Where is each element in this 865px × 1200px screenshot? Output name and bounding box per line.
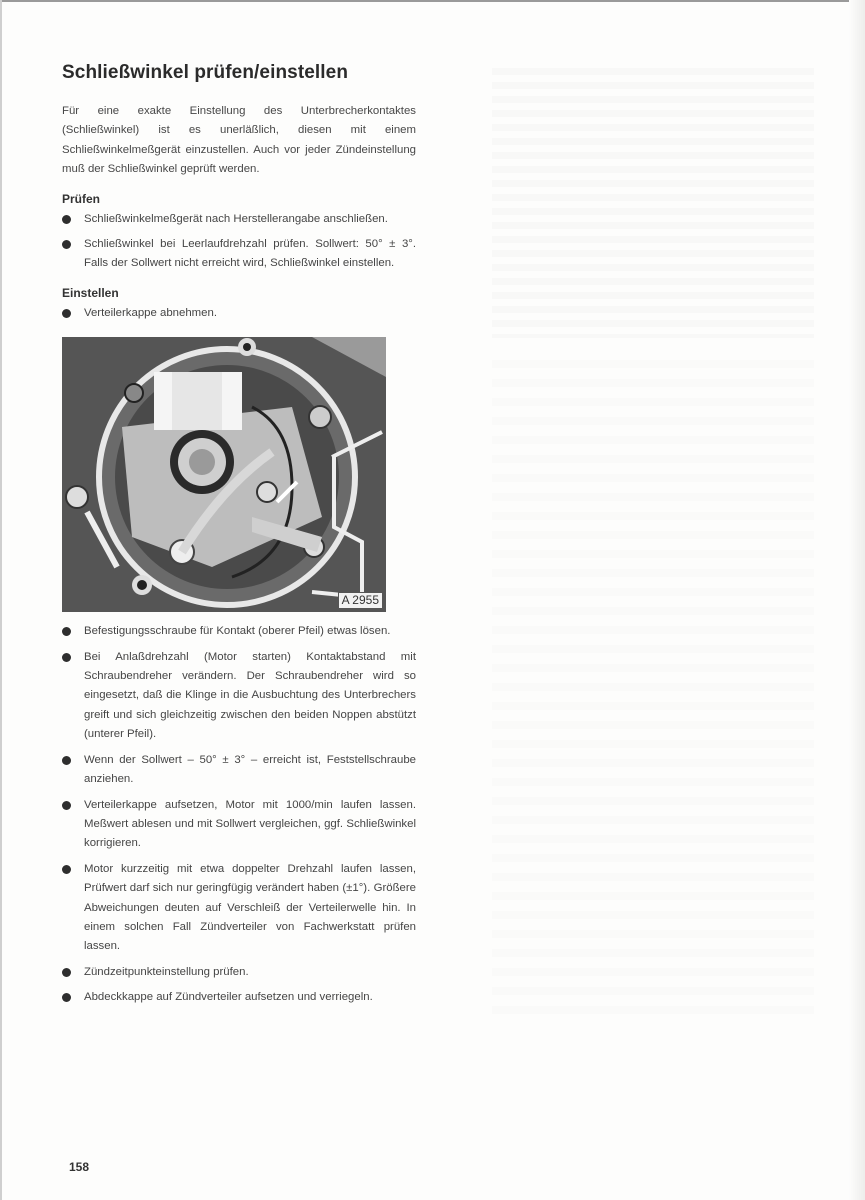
list-item	[62, 860, 416, 957]
bullet-icon	[62, 627, 71, 636]
list-item-text: Befestigungsschraube für Kontakt (oberer Pfeil) etwas lösen.	[84, 625, 391, 638]
list-item	[62, 304, 416, 323]
distributor-illustration	[62, 337, 386, 612]
page-title: Schließwinkel prüfen/einstellen	[62, 62, 349, 83]
section-heading-pruefen: Prüfen	[62, 191, 101, 206]
list-item	[62, 963, 416, 982]
list-item-text: Abdeckkappe auf Zündverteiler aufsetzen und verriegeln.	[84, 991, 373, 1004]
bullet-icon	[62, 653, 71, 662]
bleed-through-text-block-lower	[492, 360, 814, 1020]
bullet-icon	[62, 993, 71, 1002]
page-number: 158	[69, 1160, 90, 1174]
bullet-icon	[62, 309, 71, 318]
bullet-icon	[62, 756, 71, 765]
list-item	[62, 988, 416, 1007]
page-top-edge	[0, 0, 865, 2]
list-item	[62, 648, 416, 745]
list-item	[62, 235, 416, 274]
list-item-text: Verteilerkappe abnehmen.	[84, 306, 217, 319]
bullet-icon	[62, 801, 71, 810]
intro-paragraph: Für eine exakte Einstellung des Unterbrecherkontaktes (Schließwinkel) ist es unerläßlich, diesen mit einem Schließwinkelmeßgerät einzustellen. Auch vor jeder Zündeinstellung muß der Schließwinkel geprüft werden.	[62, 105, 416, 176]
page-binding-shadow	[849, 0, 865, 1200]
main-column	[62, 62, 416, 1014]
figure-label: A 2955	[338, 592, 383, 609]
einstellen-list-after	[62, 622, 416, 1007]
list-item	[62, 796, 416, 854]
bullet-icon	[62, 240, 71, 249]
bullet-icon	[62, 865, 71, 874]
bullet-icon	[62, 968, 71, 977]
list-item-text: Schließwinkel bei Leerlaufdrehzahl prüfen. Sollwert: 50° ± 3°. Falls der Sollwert nicht erreicht wird, Schließwinkel einstellen.	[84, 238, 416, 270]
list-item-text: Motor kurzzeitig mit etwa doppelter Drehzahl laufen lassen, Prüfwert darf sich nur geringfügig verändert haben (±1°). Größere Abweichungen deuten auf Verschleiß der Verteilerwelle hin. In einem solchen Fall Zündverteiler von Fachwerkstatt prüfen lassen.	[84, 862, 416, 953]
list-item	[62, 210, 416, 229]
list-item-text: Wenn der Sollwert – 50° ± 3° – erreicht ist, Feststellschraube anziehen.	[84, 753, 416, 786]
list-item-text: Verteilerkappe aufsetzen, Motor mit 1000/min laufen lassen. Meßwert ablesen und mit Sollwert vergleichen, ggf. Schließwinkel korrigieren.	[84, 798, 416, 850]
list-item-text: Zündzeitpunkteinstellung prüfen.	[84, 965, 249, 978]
bleed-through-text-block	[492, 68, 814, 338]
list-item-text: Schließwinkelmeßgerät nach Herstellerangabe anschließen.	[84, 212, 388, 225]
einstellen-list-before	[62, 304, 416, 323]
distributor-photo	[62, 337, 386, 612]
pruefen-list	[62, 210, 416, 274]
bullet-icon	[62, 215, 71, 224]
list-item-text: Bei Anlaßdrehzahl (Motor starten) Kontaktabstand mit Schraubendreher verändern. Der Schraubendreher wird so eingesetzt, daß die Klinge in die Ausbuchtung des Unterbrechers greift und sich gleichzeitig zwischen den beiden Noppen abstützt (unterer Pfeil).	[84, 650, 416, 741]
list-item	[62, 622, 416, 641]
section-heading-einstellen: Einstellen	[62, 285, 119, 300]
list-item	[62, 751, 416, 790]
page-left-edge	[0, 0, 2, 1200]
